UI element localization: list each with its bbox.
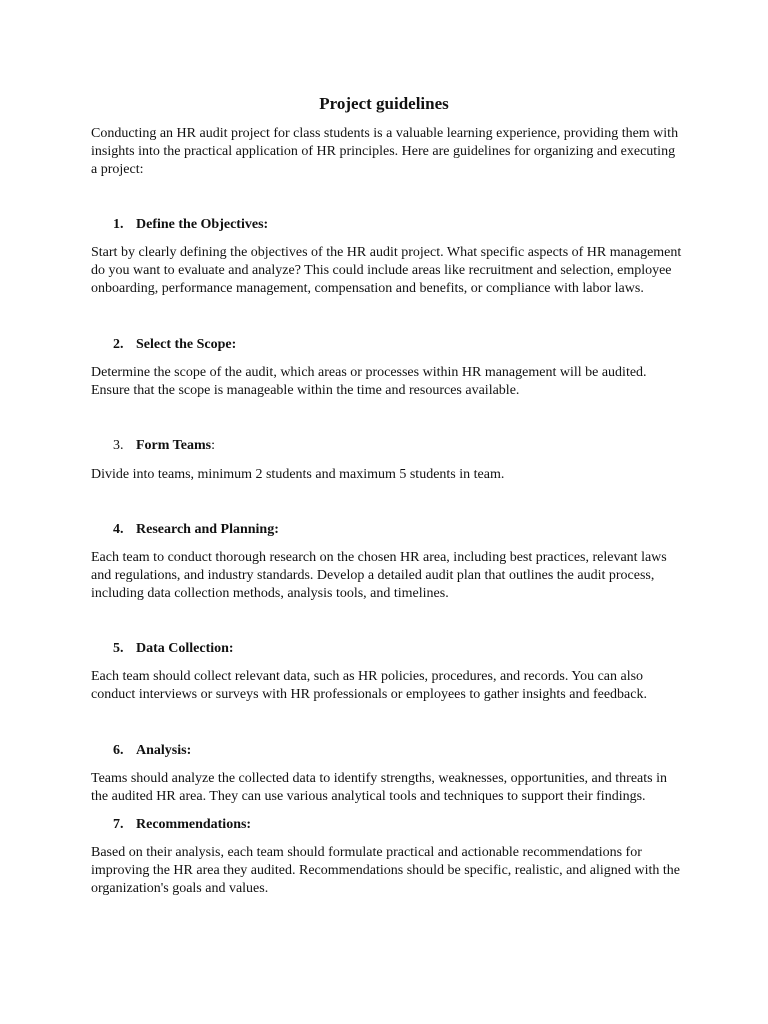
body-line: Each team to conduct thorough research on the chosen HR area, including best practices, relevant laws [91,550,667,565]
body-line: organization's goals and values. [91,881,269,896]
section-title: Recommendations: [136,817,252,832]
section-heading-7 [113,816,251,834]
section-heading-4 [113,521,279,539]
section-body-1 [91,244,681,298]
section-number: 3. [113,438,124,453]
body-line: Teams should analyze the collected data to identify strengths, weaknesses, opportunities, and threats in [91,771,667,786]
section-number: 7. [113,817,124,832]
body-line: and regulations, and industry standards. Develop a detailed audit plan that outlines the audit process, [91,568,655,583]
section-heading-3 [113,437,215,455]
body-line: Ensure that the scope is manageable within the time and resources available. [91,383,520,398]
intro-line: Conducting an HR audit project for class students is a valuable learning experience, providing them with [91,126,679,141]
intro-line: a project: [91,162,144,177]
section-number: 2. [113,337,124,352]
section-title: Select the Scope: [136,337,237,352]
section-body-4 [91,549,681,603]
section-number: 6. [113,743,124,758]
section-body-5 [91,668,681,704]
body-line: Based on their analysis, each team should formulate practical and actionable recommendations for [91,845,642,860]
section-number: 5. [113,641,124,656]
body-line: conduct interviews or surveys with HR professionals or employees to gather insights and feedback. [91,687,647,702]
section-number: 4. [113,522,124,537]
body-line: Each team should collect relevant data, such as HR policies, procedures, and records. You can also [91,669,644,684]
body-line: do you want to evaluate and analyze? This could include areas like recruitment and selection, employee [91,263,672,278]
body-line: the audited HR area. They can use various analytical tools and techniques to support their findings. [91,789,646,804]
body-line: Determine the scope of the audit, which areas or processes within HR management will be audited. [91,365,647,380]
section-heading-2 [113,336,236,354]
section-heading-6 [113,742,191,760]
section-title: Analysis: [136,743,192,758]
intro-line: insights into the practical application of HR principles. Here are guidelines for organizing and executing [91,144,676,159]
section-title: Form Teams [136,438,212,453]
section-title: Define the Objectives: [136,217,269,232]
body-line: improving the HR area they audited. Recommendations should be specific, realistic, and aligned with the [91,863,681,878]
section-body-7 [91,844,681,898]
section-heading-1 [113,216,268,234]
section-body-6 [91,770,681,806]
body-line: including data collection methods, analysis tools, and timelines. [91,586,449,601]
section-title: Research and Planning: [136,522,279,537]
section-title: Data Collection: [136,641,234,656]
intro-paragraph [91,125,681,179]
section-heading-5 [113,640,234,658]
section-body-2 [91,364,681,400]
section-title-suffix: : [211,438,215,453]
page-title: Project guidelines [319,94,449,113]
section-number: 1. [113,217,124,232]
section-body-3 [91,466,681,484]
body-line: onboarding, performance management, compensation and benefits, or compliance with labor laws. [91,281,644,296]
body-line: Divide into teams, minimum 2 students and maximum 5 students in team. [91,467,505,482]
body-line: Start by clearly defining the objectives of the HR audit project. What specific aspects of HR management [91,245,682,260]
